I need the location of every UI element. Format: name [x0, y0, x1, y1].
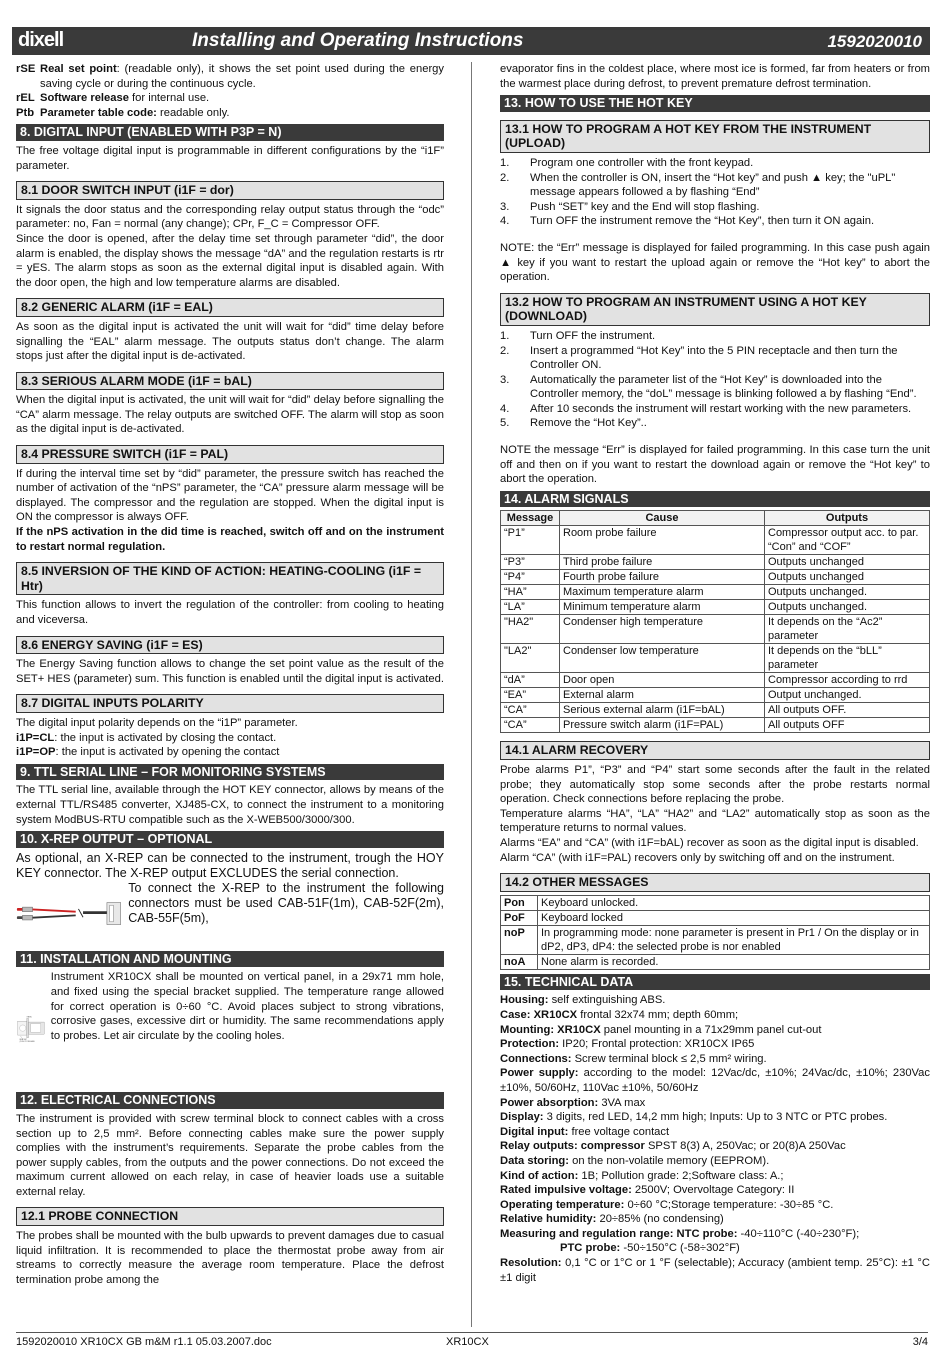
- document-footer: [16, 1332, 928, 1348]
- table-cell: Serious external alarm (i1F=bAL): [560, 703, 765, 718]
- section-9-heading: 9. TTL SERIAL LINE – FOR MONITORING SYSTEMS: [16, 764, 444, 781]
- technical-data-key: Kind of action:: [500, 1169, 579, 1182]
- technical-data-key: Resolution:: [500, 1257, 562, 1270]
- table-cell: Outputs unchanged.: [765, 585, 930, 600]
- section-8-7-text-3: i1P=OP: the input is activated by opening the contact: [16, 746, 280, 759]
- section-12-text: The instrument is provided with screw terminal block to connect cables with a cross section up to 2,5 mm². Before connecting cables make sure the power supply complies with the instrument’s requirements. Separate the probe cables from the power supply cables, from the outputs and the power connections. Do not exceed the maximum current allowed on each relay, in case of heavier loads use a suitable external relay.: [16, 1112, 444, 1198]
- technical-data-key: Power supply:: [500, 1067, 579, 1080]
- download-steps-list: [500, 329, 930, 431]
- technical-data-value: 20÷85% (no condensing): [596, 1213, 724, 1226]
- section-8-2-heading: 8.2 GENERIC ALARM (i1F = EAL): [16, 298, 444, 317]
- technical-data-value: 0÷60 °C;Storage temperature: -30÷85 °C.: [624, 1198, 834, 1211]
- alarm-recovery-text-2: Temperature alarms “HA”, “LA” “HA2” and “LA2” automatically stop as soon as the temperature returns to normal values.: [500, 807, 930, 835]
- document-title: Installing and Operating Instructions: [192, 30, 524, 51]
- section-8-1-heading: 8.1 DOOR SWITCH INPUT (i1F = dor): [16, 181, 444, 200]
- technical-data-value: -50÷150°C (-58÷302°F): [620, 1242, 740, 1255]
- table-cell: Third probe failure: [560, 555, 765, 570]
- column-divider: [471, 62, 472, 1327]
- message-code: Pon: [501, 895, 538, 910]
- dixell-logo: dixell: [18, 29, 64, 51]
- technical-data-value: self extinguishing ABS.: [548, 994, 666, 1007]
- footer-model: XR10CX: [446, 1336, 489, 1348]
- table-cell: Condenser high temperature: [560, 615, 765, 644]
- bracket-label-2: (PUSH TO RELEASE: [19, 1042, 35, 1044]
- table-cell: “P4”: [501, 570, 560, 585]
- panel-mounting-icon: [16, 970, 49, 1088]
- parameter-code: rEL: [16, 92, 35, 105]
- technical-data-key: Operating temperature:: [500, 1198, 625, 1211]
- list-item: [500, 344, 930, 373]
- step-number: 3.: [500, 200, 510, 213]
- left-column: [16, 62, 444, 1287]
- message-description: Keyboard locked: [538, 910, 930, 925]
- table-row: [501, 688, 930, 703]
- technical-data-line: [500, 1125, 930, 1140]
- table-cell: It depends on the “bLL” parameter: [765, 644, 930, 673]
- technical-data-value: 3VA max: [598, 1096, 646, 1109]
- table-cell: Outputs unchanged.: [765, 600, 930, 615]
- right-column: [500, 62, 930, 1285]
- technical-data-line: [500, 1154, 930, 1169]
- parameter-desc-text: readable only.: [156, 106, 230, 119]
- step-number: 1.: [500, 156, 510, 169]
- technical-data-key: Relative humidity:: [500, 1213, 597, 1226]
- table-cell: “EA”: [501, 688, 560, 703]
- table-cell: “CA”: [501, 718, 560, 733]
- technical-data-line: [500, 1139, 930, 1154]
- technical-data-key: Mounting: XR10CX: [500, 1023, 601, 1036]
- section-12-1-heading: 12.1 PROBE CONNECTION: [16, 1207, 444, 1226]
- section-13-heading: 13. HOW TO USE THE HOT KEY: [500, 95, 930, 112]
- step-number: 1.: [500, 329, 510, 342]
- technical-data-line: [500, 1212, 930, 1227]
- technical-data-line: [500, 993, 930, 1008]
- section-8-4-heading: 8.4 PRESSURE SWITCH (i1F = PAL): [16, 445, 444, 464]
- alarm-recovery-text-1: Probe alarms P1”, “P3” and “P4” start some seconds after the fault in the related probe; they automatically stop some seconds after the probe restarts normal operation. Check connections before replacing the probe.: [500, 764, 930, 806]
- column-header: Cause: [560, 511, 765, 526]
- panel-label: PANEL: [26, 1017, 32, 1019]
- section-8-7-text-1: The digital input polarity depends on the “i1P” parameter.: [16, 716, 298, 729]
- list-item: [500, 373, 930, 402]
- parameter-desc-text: : (readable only), it shows the set point used during the energy saving cycle or during the continuous cycle.: [40, 63, 444, 90]
- section-8-6-heading: 8.6 ENERGY SAVING (i1F = ES): [16, 636, 444, 655]
- table-cell: Room probe failure: [560, 526, 765, 555]
- section-8-1-text-2: Since the door is opened, after the delay time set through parameter “did”, the door alarm is enabled, the display shows the message “dA” and the regulation restarts is rtr = yES. The alarm stops as soon as the external digital input is disabled again. With the door open, the high and low temperature alarms are disabled.: [16, 232, 444, 289]
- table-row: [501, 555, 930, 570]
- table-row: [501, 600, 930, 615]
- technical-data-value: according to the model: 12Vac/dc, ±10%; 24Vac/dc, ±10%; 230Vac ±10%, 50/60Hz, 110Vac ±10%, 50/60Hz: [500, 1067, 930, 1094]
- section-8-intro: The free voltage digital input is programmable in different configurations by the “i1F” parameter.: [16, 144, 444, 172]
- bracket-label: BRACKET: [19, 1040, 27, 1042]
- section-8-heading: 8. DIGITAL INPUT (ENABLED WITH P3P = N): [16, 124, 444, 141]
- parameter-row: [16, 91, 444, 106]
- list-item: [500, 402, 930, 417]
- parameter-description: [40, 91, 209, 106]
- list-item: [500, 329, 930, 344]
- list-item: [500, 416, 930, 431]
- technical-data-value: SPST 8(3) A, 250Vac; or 20(8)A 250Vac: [644, 1140, 846, 1153]
- table-cell: It depends on the “Ac2” parameter: [765, 615, 930, 644]
- technical-data-key: Connections:: [500, 1052, 572, 1065]
- message-description: Keyboard unlocked.: [538, 895, 930, 910]
- technical-data-key: Protection:: [500, 1038, 560, 1051]
- column-header: Message: [501, 511, 560, 526]
- section-11-heading: 11. INSTALLATION AND MOUNTING: [16, 951, 444, 968]
- technical-data-value: 3 digits, red LED, 14,2 mm high; Inputs: Up to 3 NTC or PTC probes.: [543, 1111, 888, 1124]
- column-header: Outputs: [765, 511, 930, 526]
- table-row: [501, 895, 930, 910]
- table-row: [501, 570, 930, 585]
- section-15-heading: 15. TECHNICAL DATA: [500, 974, 930, 991]
- alarm-recovery-text-4: Alarm “CA” (with i1F=PAL) recovers only by switching off and on the instrument.: [500, 851, 895, 864]
- technical-data-value: free voltage contact: [568, 1125, 670, 1138]
- technical-data-key: Relay outputs: compressor: [500, 1140, 645, 1153]
- technical-data-line: [500, 1037, 930, 1052]
- step-number: 2.: [500, 171, 510, 184]
- section-8-7-heading: 8.7 DIGITAL INPUTS POLARITY: [16, 694, 444, 713]
- table-row: [501, 615, 930, 644]
- message-code: noP: [501, 925, 538, 954]
- section-10-text-2: To connect the X-REP to the instrument the following connectors must be used CAB-51F(1m), CAB-52F(2m), CAB-55F(5m),: [128, 880, 444, 925]
- section-8-3-heading: 8.3 SERIOUS ALARM MODE (i1F = bAL): [16, 372, 444, 391]
- section-13-2-heading: 13.2 HOW TO PROGRAM AN INSTRUMENT USING A HOT KEY (DOWNLOAD): [500, 293, 930, 326]
- table-cell: Fourth probe failure: [560, 570, 765, 585]
- table-cell: “CA”: [501, 703, 560, 718]
- table-cell: “HA”: [501, 585, 560, 600]
- parameter-desc-text: for internal use.: [128, 92, 210, 105]
- step-text: Remove the “Hot Key”..: [530, 417, 647, 430]
- technical-data-line: [500, 1227, 930, 1242]
- technical-data-value: 2500V; Overvoltage Category: II: [631, 1184, 795, 1197]
- step-text: Insert a programmed “Hot Key” into the 5 PIN receptacle and then turn the Controller ON.: [530, 344, 898, 372]
- section-8-6-text: The Energy Saving function allows to change the set point value as the result of the SET+ HES (parameter) sum. This function is enabled until the digital input is activated.: [16, 658, 444, 685]
- table-cell: Outputs unchanged: [765, 555, 930, 570]
- table-cell: "HA2": [501, 615, 560, 644]
- table-cell: “P1”: [501, 526, 560, 555]
- message-description: In programming mode: none parameter is present in Pr1 / On the display or in dP2, dP3, dP4: the selected probe is nor enabled: [538, 925, 930, 954]
- technical-data-value: on the non-volatile memory (EEPROM).: [569, 1154, 770, 1167]
- technical-data-value: -40÷110°C (-40÷230°F);: [737, 1227, 860, 1240]
- parameter-name: Software release: [40, 92, 129, 105]
- technical-data-key: Measuring and regulation range: NTC probe:: [500, 1227, 738, 1240]
- other-messages-table: [500, 895, 930, 970]
- table-cell: All outputs OFF.: [765, 703, 930, 718]
- section-8-4-text-2: If the nPS activation in the did time is reached, switch off and on the instrument to restart normal regulation.: [16, 526, 444, 553]
- table-row: [501, 703, 930, 718]
- technical-data-value: frontal 32x74 mm; depth 60mm;: [577, 1008, 739, 1021]
- upload-steps-list: [500, 156, 930, 229]
- technical-data-value: IP20; Frontal protection: XR10CX IP65: [559, 1038, 755, 1051]
- technical-data-key: Rated impulsive voltage:: [500, 1184, 632, 1197]
- section-12-heading: 12. ELECTRICAL CONNECTIONS: [16, 1092, 444, 1109]
- technical-data-line: [500, 1008, 930, 1023]
- technical-data-line: [500, 1183, 930, 1198]
- section-14-heading: 14. ALARM SIGNALS: [500, 491, 930, 508]
- table-cell: “P3”: [501, 555, 560, 570]
- technical-data-key: Case: XR10CX: [500, 1008, 578, 1021]
- step-text: Push “SET” key and the End will stop flashing.: [530, 200, 760, 213]
- table-row: [501, 526, 930, 555]
- technical-data-line: [500, 1110, 930, 1125]
- technical-data-key: Housing:: [500, 994, 549, 1007]
- table-cell: Compressor according to rrd: [765, 673, 930, 688]
- section-10-text-1: As optional, an X-REP can be connected to the instrument, trough the HOY KEY connector. The X-REP output EXCLUDES the serial connection.: [16, 850, 444, 880]
- section-8-4-text-1: If during the interval time set by “did” parameter, the pressure switch has reached the number of activation of the “nPS” parameter, the “CA” pressure alarm message will be displayed. The compressor and the regulation are stopped. When the digital input is ON the compressor is always OFF.: [16, 467, 444, 524]
- technical-data-line: [500, 1023, 930, 1038]
- parameter-row: [16, 62, 444, 91]
- step-text: Turn OFF the instrument.: [530, 329, 656, 342]
- list-item: [500, 171, 930, 200]
- section-8-3-text: When the digital input is activated, the unit will wait for “did” delay before signalling the “CA” alarm message. The relay outputs are switched OFF. The alarm will stop as soon as the digital input is de-activated.: [16, 394, 444, 436]
- mounting-figure: [16, 970, 444, 1088]
- section-8-1-text-1: It signals the door status and the corresponding relay output status through the “odc” parameter: no, Fan = normal (any change); CPr, F_C = Compressor OFF.: [16, 203, 444, 231]
- section-8-7-text-2: i1P=CL: the input is activated by closing the contact.: [16, 731, 277, 744]
- table-cell: “dA”: [501, 673, 560, 688]
- technical-data-key: Digital input:: [500, 1125, 569, 1138]
- table-cell: Minimum temperature alarm: [560, 600, 765, 615]
- section-14-2-heading: 14.2 OTHER MESSAGES: [500, 873, 930, 892]
- message-code: noA: [501, 954, 538, 969]
- technical-data-key: PTC probe:: [560, 1242, 621, 1255]
- message-code: PoF: [501, 910, 538, 925]
- document-header: [12, 27, 930, 55]
- parameter-description: [40, 106, 229, 121]
- section-8-2-text: As soon as the digital input is activated the unit will wait for “did” time delay before signalling the “EAL” alarm message. The outputs status don’t change. The alarm stops just after the digital input is de-activated.: [16, 320, 444, 363]
- technical-data-line: [500, 1241, 930, 1256]
- technical-data-value: 1B; Pollution grade: 2;Software class: A.;: [578, 1169, 784, 1182]
- footer-filename: 1592020010 XR10CX GB m&M r1.1 05.03.2007.doc: [16, 1336, 272, 1348]
- top-parameter-list: [16, 62, 444, 120]
- table-cell: Maximum temperature alarm: [560, 585, 765, 600]
- section-13-1-heading: 13.1 HOW TO PROGRAM A HOT KEY FROM THE INSTRUMENT (UPLOAD): [500, 120, 930, 153]
- section-11-text: Instrument XR10CX shall be mounted on vertical panel, in a 29x71 mm hole, and fixed using the special bracket supplied. The temperature range allowed for correct operation is 0÷60 °C. Avoid places subject to strong vibrations, corrosive gases, excessive dirt or humidity. The same recommendations apply to probes. Let air circulate by the cooling holes.: [50, 971, 444, 1042]
- table-cell: Condenser low temperature: [560, 644, 765, 673]
- step-number: 3.: [500, 373, 510, 386]
- parameter-description: [40, 62, 444, 91]
- technical-data-line: [500, 1198, 930, 1213]
- alarm-recovery-text-3: Alarms “EA” and “CA” (with i1F=bAL) recover as soon as the digital input is disabled.: [500, 837, 919, 849]
- section-12-1-text: The probes shall be mounted with the bulb upwards to prevent damages due to casual liquid infiltration. It is recommended to place the thermostat probe away from air streams to correctly measure the average room temperature. Place the defrost termination probe among the: [16, 1230, 444, 1286]
- technical-data-line: [500, 1052, 930, 1067]
- document-code: 1592020010: [827, 32, 922, 51]
- download-note: NOTE the message “Err” is displayed for failed programming. In this case turn the unit off and then on if you want to restart the download again or remove the “Hot key” to abort the operation.: [500, 444, 930, 486]
- technical-data-line: [500, 1096, 930, 1111]
- section-9-text: The TTL serial line, available through the HOT KEY connector, allows by means of the external TTL/RS485 converter, XJ485-CX, to connect the instrument to a monitoring system ModBUS-RTU compatible such as the X-WEB500/3000/300.: [16, 784, 444, 826]
- technical-data-key: Data storing:: [500, 1154, 569, 1167]
- technical-data-list: [500, 993, 930, 1285]
- table-cell: Output unchanged.: [765, 688, 930, 703]
- table-row: [501, 910, 930, 925]
- step-text: After 10 seconds the instrument will restart working with the new parameters.: [530, 402, 912, 415]
- step-number: 2.: [500, 344, 510, 357]
- section-14-1-heading: 14.1 ALARM RECOVERY: [500, 741, 930, 760]
- message-description: None alarm is recorded.: [538, 954, 930, 969]
- parameter-name: Parameter table code:: [40, 106, 157, 119]
- section-8-5-text: This function allows to invert the regulation of the controller: from cooling to heating and viceversa.: [16, 599, 444, 626]
- list-item: [500, 200, 930, 215]
- table-cell: Compressor output acc. to par. “Con” and “COF”: [765, 526, 930, 555]
- table-row: [501, 585, 930, 600]
- parameter-code: rSE: [16, 63, 36, 75]
- parameter-row: [16, 106, 444, 121]
- table-cell: Outputs unchanged: [765, 570, 930, 585]
- technical-data-value: 0,1 °C or 1°C or 1 °F (selectable); Accuracy (ambient temp. 25°C): ±1 °C ±1 digit: [500, 1257, 930, 1284]
- technical-data-line: [500, 1066, 930, 1095]
- table-row: [501, 954, 930, 969]
- parameter-name: Real set point: [40, 63, 117, 75]
- step-number: 4.: [500, 402, 510, 415]
- list-item: [500, 156, 930, 171]
- x-rep-cable-icon: [16, 881, 126, 947]
- technical-data-key: Power absorption:: [500, 1096, 599, 1109]
- probe-text-continued: evaporator fins in the coldest place, where most ice is formed, far from heaters or from the warmest place during defrost, to prevent premature defrost termination.: [500, 63, 930, 90]
- alarm-signals-table: [500, 510, 930, 733]
- table-cell: External alarm: [560, 688, 765, 703]
- upload-note: NOTE: the “Err” message is displayed for failed programming. In this case push again ▲ key if you want to restart the upload again or remove the “Hot key” to abort the operation.: [500, 241, 930, 284]
- technical-data-value: panel mounting in a 71x29mm panel cut-out: [600, 1023, 822, 1036]
- table-row: [501, 644, 930, 673]
- step-number: 4.: [500, 215, 510, 228]
- list-item: [500, 214, 930, 229]
- table-row: [501, 718, 930, 733]
- table-cell: Door open: [560, 673, 765, 688]
- table-row: [501, 925, 930, 954]
- table-cell: Pressure switch alarm (i1F=PAL): [560, 718, 765, 733]
- step-text: Turn OFF the instrument remove the “Hot Key”, then turn it ON again.: [530, 215, 875, 228]
- step-text: Automatically the parameter list of the “Hot Key” is downloaded into the Controller memory, the “doL” message is blinking followed a by flashing “End”.: [530, 373, 917, 401]
- step-text: When the controller is ON, insert the “Hot key” and push ▲ key; the "uPL" message appears followed a by flashing “End”: [530, 171, 896, 199]
- table-cell: All outputs OFF: [765, 718, 930, 733]
- table-row: [501, 673, 930, 688]
- technical-data-line: [500, 1256, 930, 1285]
- x-rep-figure: [16, 881, 444, 947]
- technical-data-key: Display:: [500, 1111, 544, 1124]
- step-text: Program one controller with the front keypad.: [530, 156, 754, 169]
- table-cell: “LA”: [501, 600, 560, 615]
- footer-page-number: 3/4: [912, 1336, 928, 1348]
- parameter-code: Ptb: [16, 106, 35, 119]
- step-number: 5.: [500, 417, 510, 430]
- technical-data-line: [500, 1169, 930, 1184]
- table-cell: "LA2": [501, 644, 560, 673]
- technical-data-value: Screw terminal block ≤ 2,5 mm² wiring.: [571, 1052, 767, 1065]
- section-10-heading: 10. X-REP OUTPUT – OPTIONAL: [16, 831, 444, 848]
- section-8-5-heading: 8.5 INVERSION OF THE KIND OF ACTION: HEATING-COOLING (i1F = Htr): [16, 562, 444, 595]
